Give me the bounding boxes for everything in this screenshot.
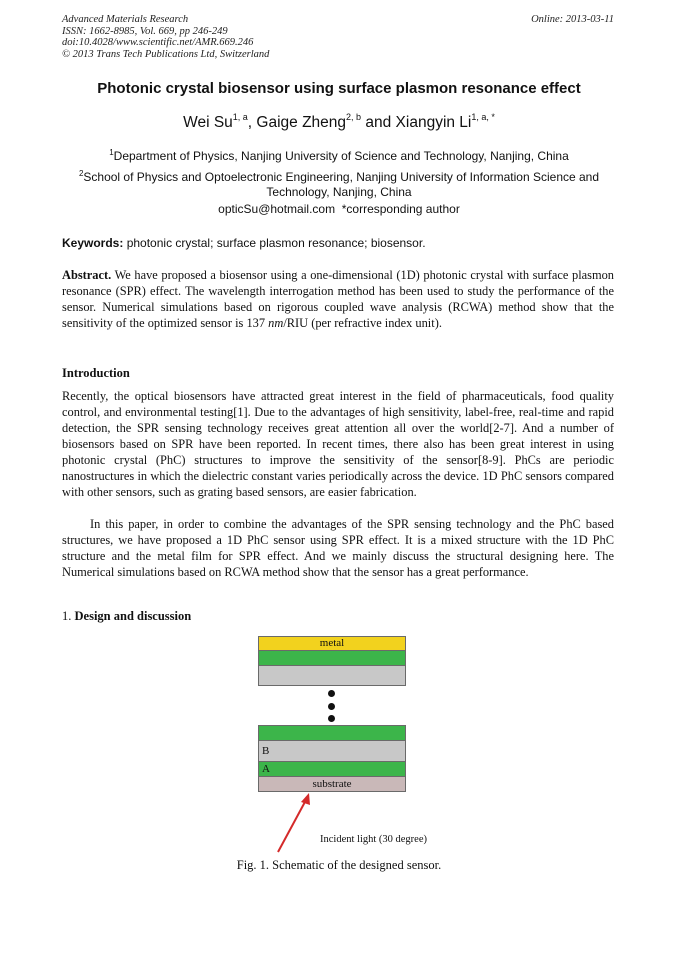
intro-paragraph-2: In this paper, in order to combine the advantages of the SPR sensing technology and the PhC based structures, we have proposed a 1D PhC sensor using SPR effect. It is a mixed structure with the 1D PhC structure and the metal film for SPR effect. And we mainly discuss the structural designing here. The Numerical simulations based on RCWA method show that the sensor has a great performance. <box>62 517 614 579</box>
keywords-text: photonic crystal; surface plasmon resonance; biosensor. <box>123 236 426 250</box>
layer-a-label: A <box>262 763 270 775</box>
keywords-label: Keywords: <box>62 236 124 250</box>
affiliation-2 <box>62 166 616 200</box>
intro-paragraph-1: Recently, the optical biosensors have attracted great interest in the field of pharmaceuticals, food quality control, and environmental testing[1]. Due to the advantages of high sensitivity, label-free, real-time and rapid detection, the SPR sensing technology receives great attention all over the world[2-7]. And a number of biosensors based on SPR have been reported. In recent times, there also has been great interest in using photonic crystal (PhC) structures to improve the sensitivity of the sensor[8-9]. PhCs are periodic nanostructures in which the dielectric constant varies periodically across the device. 1D PhC sensors compared with other sensors, such as grating based sensors, are easier fabrication. <box>62 389 614 499</box>
author-affil-mark: 1, a, * <box>471 112 495 122</box>
abstract <box>62 267 614 331</box>
doi-line: doi:10.4028/www.scientific.net/AMR.669.246 <box>62 37 254 48</box>
author-name: Gaige Zheng <box>256 114 347 131</box>
paper-title: Photonic crystal biosensor using surface plasmon resonance effect <box>97 80 581 97</box>
layer-b-label: B <box>262 745 270 757</box>
incident-light-arrow <box>250 632 420 857</box>
author-separator: , <box>247 114 257 131</box>
online-date: Online: 2013-03-11 <box>531 14 614 25</box>
arrow-head <box>301 793 310 805</box>
journal-name: Advanced Materials Research <box>62 14 189 25</box>
author-list <box>0 112 678 132</box>
substrate-label: substrate <box>312 778 352 790</box>
affiliation-text: School of Physics and Optoelectronic Engineering, Nanjing University of Information Science and Technology, Nanjing, China <box>83 170 600 199</box>
arrow-shaft <box>278 800 306 852</box>
affiliation-mark: 2 <box>78 169 84 178</box>
journal-header <box>62 14 269 60</box>
incident-light-label: Incident light (30 degree) <box>320 834 427 845</box>
metal-label: metal <box>319 637 345 649</box>
author-affil-mark: 1, a <box>232 112 248 122</box>
affiliation-text: Department of Physics, Nanjing University of Science and Technology, Nanjing, China <box>113 149 569 163</box>
section-title: Design and discussion <box>74 609 192 623</box>
section-number: 1. <box>62 609 75 623</box>
affiliation-mark: 1 <box>109 148 114 157</box>
sensor-schematic-figure <box>250 632 427 852</box>
author-name: Xiangyin Li <box>395 114 472 131</box>
abstract-label: Abstract. <box>62 268 112 282</box>
author-separator: and <box>361 114 396 131</box>
section-heading <box>62 609 191 624</box>
abstract-text: We have proposed a biosensor using a one-dimensional (1D) photonic crystal with surface plasmon resonance (SPR) effect. The wavelength interrogation method has been used to study the performance of the sensor. Numerical simulations based on rigorous coupled wave analysis (RCWA) method show that the sensitivity of the optimized sensor is 137 nm/RIU (per refractive index unit). <box>62 268 614 330</box>
keywords <box>62 236 426 250</box>
author-name: Wei Su <box>183 114 233 131</box>
copyright-line: © 2013 Trans Tech Publications Ltd, Switzerland <box>62 48 270 60</box>
email-line: opticSu@hotmail.com *corresponding author <box>218 202 460 216</box>
affiliation-1 <box>62 145 616 164</box>
issn-line: ISSN: 1662-8985, Vol. 669, pp 246-249 <box>62 25 228 37</box>
figure-caption: Fig. 1. Schematic of the designed sensor. <box>236 858 442 872</box>
author-affil-mark: 2, b <box>346 112 362 122</box>
introduction-heading: Introduction <box>62 366 130 380</box>
